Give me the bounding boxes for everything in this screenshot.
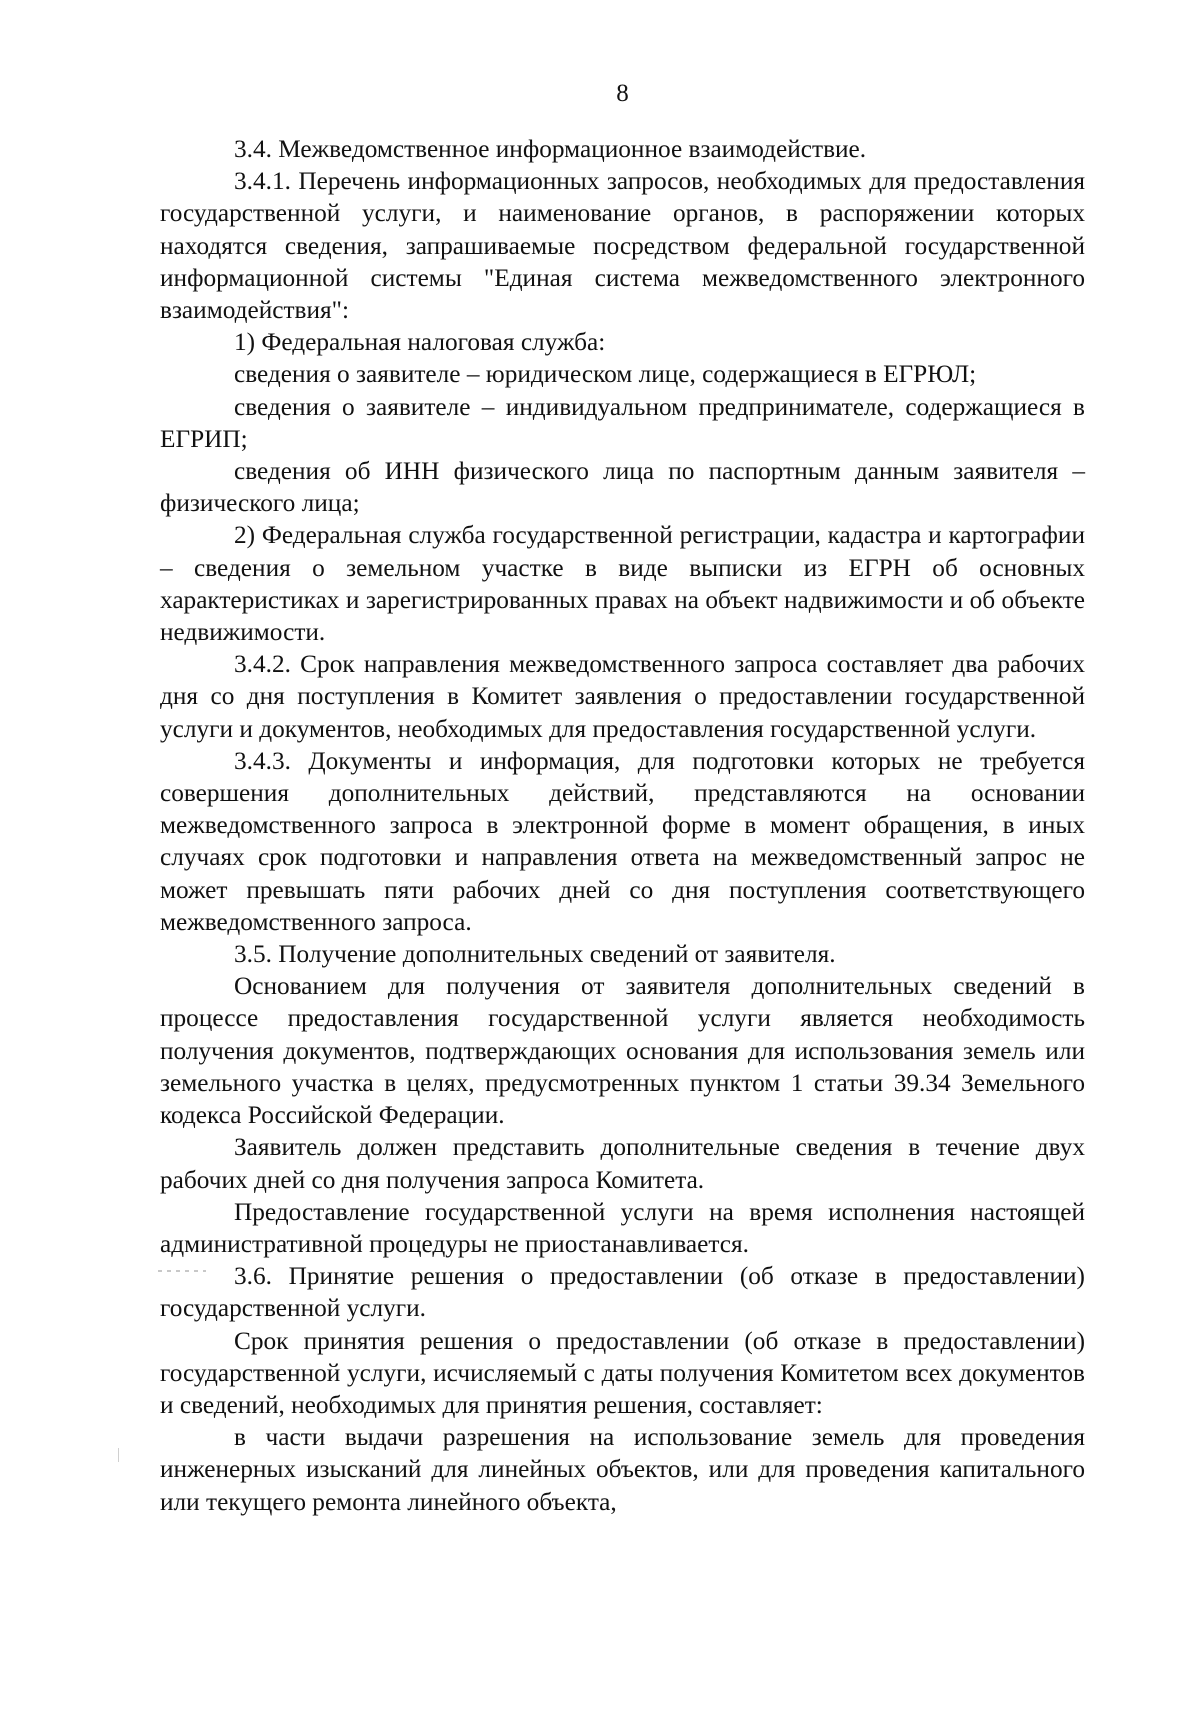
page-number: 8 — [616, 80, 629, 107]
margin-mark — [118, 1448, 119, 1462]
section-heading-3-6: 3.6. Принятие решения о предоставлении (об отказе в предоставлении) государственной услуги. — [160, 1262, 1085, 1323]
paragraph-3-4-2: 3.4.2. Срок направления межведомственного запроса составляет два рабочих дня со дня поступления в Комитет заявления о предоставлении государственной услуги и документов, необходимых для предоставления государственной услуги. — [160, 650, 1085, 743]
paragraph-3-4-1: 3.4.1. Перечень информационных запросов, необходимых для предоставления государственной услуги, и наименование органов, в распоряжении которых находятся сведения, запрашиваемые посредством федеральной государственной информационной системы "Единая система межведомственного электронного взаимодействия": — [160, 167, 1085, 325]
paragraph-not-suspended: Предоставление государственной услуги на время исполнения настоящей административной процедуры не приостанавливается. — [160, 1197, 1085, 1258]
paragraph-egrip: сведения о заявителе – индивидуальном предпринимателе, содержащиеся в ЕГРИП; — [160, 392, 1085, 453]
paragraph-egrul: сведения о заявителе – юридическом лице, содержащиеся в ЕГРЮЛ; — [234, 360, 977, 389]
list-item-tax-service: 1) Федеральная налоговая служба: — [234, 328, 606, 357]
paragraph-decision-term: Срок принятия решения о предоставлении (об отказе в предоставлении) государственной услуги, исчисляемый с даты получения Комитетом всех документов и сведений, необходимых для принятия решения, составляет: — [160, 1326, 1085, 1419]
section-heading-3-5: 3.5. Получение дополнительных сведений от заявителя. — [234, 940, 836, 969]
paragraph-applicant-deadline: Заявитель должен представить дополнительные сведения в течение двух рабочих дней со дня получения запроса Комитета. — [160, 1133, 1085, 1194]
paragraph-permit-part: в части выдачи разрешения на использование земель для проведения инженерных изысканий для линейных объектов, или для проведения капитального или текущего ремонта линейного объекта, — [160, 1423, 1085, 1516]
section-heading-3-4: 3.4. Межведомственное информационное взаимодействие. — [234, 135, 867, 163]
list-item-rosreestr: 2) Федеральная служба государственной регистрации, кадастра и картографии – сведения о земельном участке в виде выписки из ЕГРН об основных характеристиках и зарегистрированных правах на объект надвижимости и об объекте недвижимости. — [160, 521, 1085, 647]
body-text — [160, 133, 1085, 1518]
paragraph-inn: сведения об ИНН физического лица по паспортным данным заявителя – физического лица; — [160, 457, 1085, 518]
paragraph-3-4-3: 3.4.3. Документы и информация, для подготовки которых не требуется совершения дополнительных действий, представляются на основании межведомственного запроса в электронной форме в момент обращения, в иных случаях срок подготовки и направления ответа на межведомственный запрос не может превышать пяти рабочих дней со дня поступления соответствующего межведомственного запроса. — [160, 746, 1085, 936]
paragraph-grounds: Основанием для получения от заявителя дополнительных сведений в процессе предоставления государственной услуги является необходимость получения документов, подтверждающих основания для использования земель или земельного участка в целях, предусмотренных пунктом 1 статьи 39.34 Земельного кодекса Российской Федерации. — [160, 972, 1085, 1130]
